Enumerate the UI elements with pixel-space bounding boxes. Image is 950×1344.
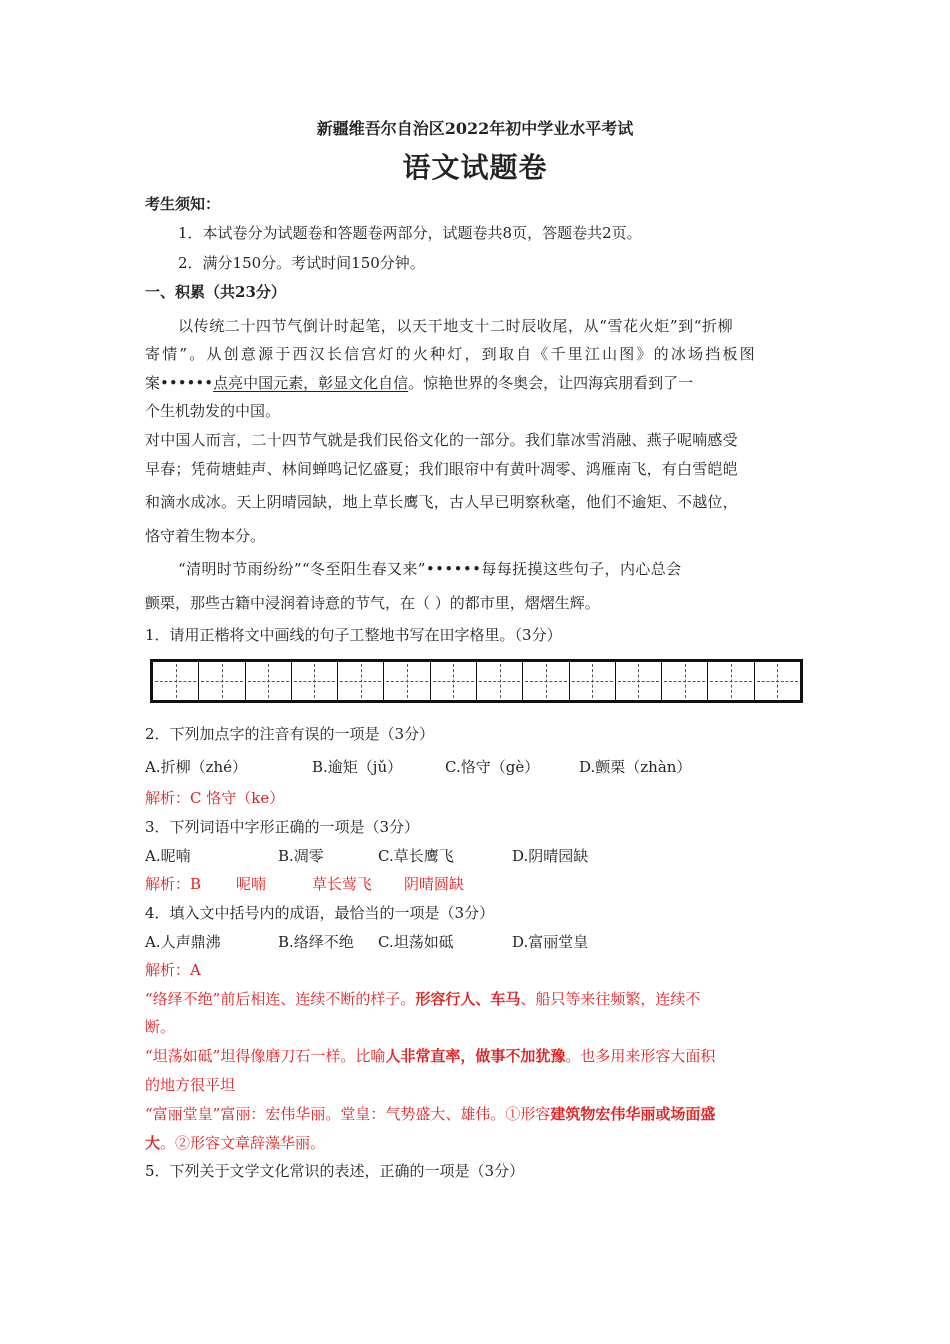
passage-line: 对中国人而言，二十四节气就是我们民俗文化的一部分。我们靠冰雪消融、燕子呢喃感受: [145, 431, 738, 449]
note-emphasis: 大: [145, 1134, 161, 1152]
analysis: 解析：C 恪守（ke）: [145, 789, 285, 807]
option-c: C.草长鹰飞: [378, 847, 454, 865]
option-d: D.阴晴园缺: [512, 847, 589, 865]
passage-line: 和滴水成冰。天上阴晴园缺，地上草长鹰飞，古人早已明察秋毫，他们不逾矩、不越位，: [145, 493, 738, 511]
note-text: 。也多用来形容大面积: [565, 1047, 716, 1065]
passage-line: 恪守着生物本分。: [145, 527, 266, 545]
note-line: [145, 1046, 715, 1066]
notice-title: 考生须知：: [145, 195, 221, 213]
passage-line: 寄情”。从创意源于西汉长信宫灯的火种灯，到取自《千里江山图》的冰场挡板图: [145, 345, 757, 363]
option-d: D.颤栗（zhàn）: [579, 758, 692, 776]
passage-text: 案••••••: [145, 374, 214, 392]
option-a: A.人声鼎沸: [145, 933, 221, 951]
note-line: [145, 1104, 715, 1124]
grid-cell[interactable]: [755, 662, 800, 700]
passage-line: [145, 373, 693, 393]
grid-cell[interactable]: [246, 662, 292, 700]
option-b: B.凋零: [278, 847, 324, 865]
note-line: [145, 1133, 325, 1153]
note-emphasis: 人非常直率，做事不加犹豫: [385, 1047, 566, 1065]
passage-line: 个生机勃发的中国。: [145, 402, 281, 420]
option-c: C.坦荡如砥: [378, 933, 454, 951]
note-emphasis: 形容行人、车马: [415, 990, 521, 1008]
question-5: 5．下列关于文学文化常识的表述，正确的一项是（3分）: [145, 1162, 525, 1180]
option-a: A.折柳（zhé）: [145, 758, 248, 776]
section-heading: 一、积累（共23分）: [145, 283, 286, 301]
passage-line: 早春；凭荷塘蛙声、林间蝉鸣记忆盛夏；我们眼帘中有黄叶凋零、鸿雁南飞，有白雪皑皑: [145, 460, 738, 478]
grid-cell[interactable]: [570, 662, 616, 700]
note-text: 。②形容文章辞藻华丽。: [160, 1134, 326, 1152]
grid-cell[interactable]: [708, 662, 754, 700]
option-b: B.络绎不绝: [278, 933, 354, 951]
question-1: 1．请用正楷将文中画线的句子工整地书写在田字格里。（3分）: [145, 626, 562, 644]
grid-cell[interactable]: [338, 662, 384, 700]
note-text: “富丽堂皇”富丽：宏伟华丽。堂皇：气势盛大、雄伟。①形容: [145, 1105, 551, 1123]
grid-cell[interactable]: [477, 662, 523, 700]
question-4: 4．填入文中括号内的成语，最恰当的一项是（3分）: [145, 904, 495, 922]
note-text: “坦荡如砥”坦得像磨刀石一样。比喻: [145, 1047, 386, 1065]
option-c: C.恪守（gè）: [445, 758, 540, 776]
option-d: D.富丽堂皇: [512, 933, 589, 951]
question-3: 3．下列词语中字形正确的一项是（3分）: [145, 818, 420, 836]
analysis-word: 呢喃: [236, 875, 267, 893]
question-2: 2．下列加点字的注音有误的一项是（3分）: [145, 725, 435, 743]
analysis: 解析：B: [145, 875, 202, 893]
analysis-word: 阴晴圆缺: [404, 875, 465, 893]
notice-item-1: 1．本试卷分为试题卷和答题卷两部分，试题卷共8页，答题卷共2页。: [178, 224, 642, 242]
tianzige-grid[interactable]: [150, 659, 803, 703]
grid-cell[interactable]: [523, 662, 569, 700]
exam-name: 新疆维吾尔自治区2022年初中学业水平考试: [316, 119, 634, 138]
note-text: 、船只等来往频繁，连续不: [520, 990, 701, 1008]
note-line: 断。: [145, 1018, 176, 1036]
underlined-sentence: 点亮中国元素，彰显文化自信: [213, 374, 409, 392]
option-a: A.昵喃: [145, 847, 191, 865]
analysis-word: 草长莺飞: [312, 875, 373, 893]
analysis: 解析：A: [145, 961, 201, 979]
option-b: B.逾矩（jǔ）: [312, 758, 403, 776]
note-emphasis: 建筑物宏伟华丽或场面盛: [550, 1105, 716, 1123]
note-line: 的地方很平坦: [145, 1076, 236, 1094]
grid-cell[interactable]: [199, 662, 245, 700]
grid-cell[interactable]: [292, 662, 338, 700]
grid-cell[interactable]: [384, 662, 430, 700]
grid-cell[interactable]: [616, 662, 662, 700]
passage-line: “清明时节雨纷纷”“冬至阳生春又来”••••••每每抚摸这些句子，内心总会: [178, 560, 682, 578]
passage-line: 以传统二十四节气倒计时起笔，以天干地支十二时辰收尾，从“雪花火炬”到“折柳: [178, 317, 734, 335]
grid-cell[interactable]: [662, 662, 708, 700]
grid-cell[interactable]: [153, 662, 199, 700]
note-text: “络绎不绝”前后相连、连续不断的样子。: [145, 990, 416, 1008]
grid-cell[interactable]: [431, 662, 477, 700]
passage-line: 颤栗，那些古籍中浸润着诗意的节气，在（ ）的都市里，熠熠生辉。: [145, 594, 600, 612]
paper-title: 语文试题卷: [402, 151, 548, 184]
note-line: [145, 989, 700, 1009]
passage-text: 。惊艳世界的冬奥会，让四海宾朋看到了一: [408, 374, 694, 392]
notice-item-2: 2．满分150分。考试时间150分钟。: [178, 254, 425, 272]
